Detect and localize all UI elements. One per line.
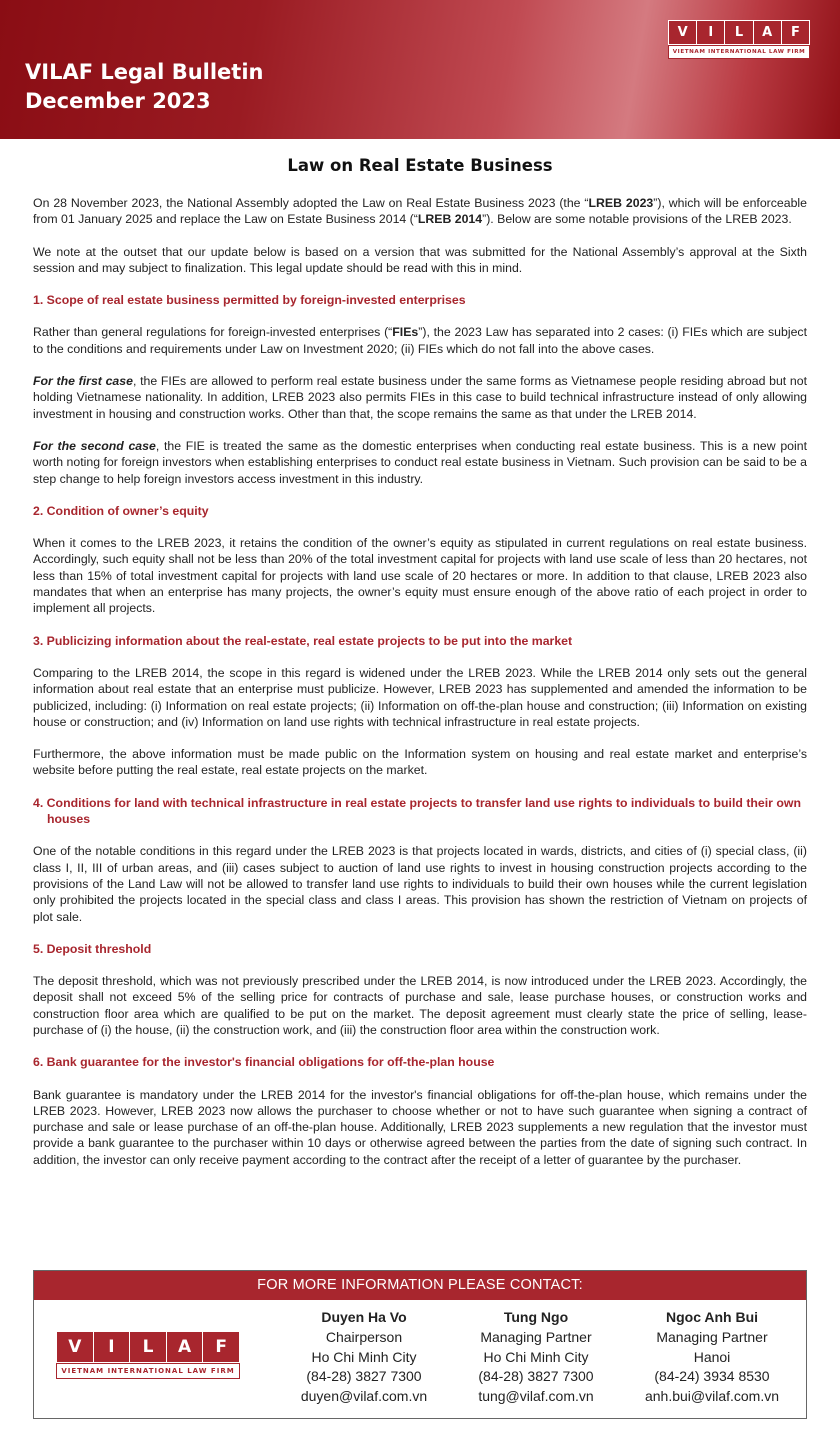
section-heading: 2. Condition of owner’s equity bbox=[33, 503, 209, 518]
section-paragraph: Rather than general regulations for foreign-invested enterprises (“FIEs”), the 2023 Law has separated into 2 cases: (i) FIEs which are subject to the conditions and requirements under Law on Investment 2020; (ii) FIEs which do not fall into the above cases. bbox=[33, 325, 807, 356]
contact-email[interactable]: tung@vilaf.com.vn bbox=[478, 1388, 594, 1405]
bulletin-title-line2: December 2023 bbox=[25, 89, 211, 113]
bulletin-title bbox=[25, 58, 263, 116]
contact-heading: FOR MORE INFORMATION PLEASE CONTACT: bbox=[34, 1271, 806, 1300]
vilaf-logo-letters bbox=[668, 20, 810, 45]
logo-letter: F bbox=[215, 1337, 227, 1357]
contact-email[interactable]: duyen@vilaf.com.vn bbox=[300, 1388, 428, 1405]
contact-phone: (84-24) 3934 8530 bbox=[654, 1368, 770, 1385]
section-heading: 1. Scope of real estate business permitted by foreign-invested enterprises bbox=[33, 293, 466, 308]
logo-letter: F bbox=[790, 25, 800, 40]
contact-phone: (84-28) 3827 7300 bbox=[306, 1368, 422, 1385]
vilaf-logo-tagline: VIETNAM INTERNATIONAL LAW FIRM bbox=[668, 45, 810, 59]
contact-email[interactable]: anh.bui@vilaf.com.vn bbox=[644, 1388, 780, 1405]
logo-letter: V bbox=[669, 21, 697, 44]
section-paragraph: Furthermore, the above information must be made public on the Information system on housing and real estate market and enterprise’s website before putting the real estate, real estate projects on the market. bbox=[33, 747, 807, 778]
contact-phone: (84-28) 3827 7300 bbox=[478, 1368, 594, 1385]
vilaf-logo bbox=[668, 20, 810, 60]
contact-name: Duyen Ha Vo bbox=[321, 1309, 407, 1325]
contact-person bbox=[274, 1308, 454, 1407]
intro-paragraph: On 28 November 2023, the National Assembly adopted the Law on Real Estate Business 2023 (the “LREB 2023”), which will be enforceable from 01 January 2025 and replace the Law on Estate Business 2014 (“LREB 2014”). Below are some notable provisions of the LREB 2023. bbox=[33, 196, 808, 227]
contact-city: Hanoi bbox=[693, 1348, 731, 1365]
section-heading: 4. Conditions for land with technical infrastructure in real estate projects to transfer land use rights to individuals to build their own houses bbox=[33, 795, 801, 827]
contact-box bbox=[33, 1270, 807, 1419]
section-heading: 5. Deposit threshold bbox=[33, 941, 152, 956]
contact-role: Managing Partner bbox=[480, 1328, 592, 1345]
section-paragraph: When it comes to the LREB 2023, it retains the condition of the owner’s equity as stipulated in current regulations on real estate business. Accordingly, such equity shall not be less than 20% of the total investment capital for projects with land use scale of less than 20 hectares, not less than 15% of total investment capital for projects with land use scale of 20 hectares or more. In addition to that clause, LREB 2023 also mandates that when an enterprise has many projects, the owner’s equity must ensure enough of the above ratio of each project in order to implement all projects. bbox=[33, 536, 807, 616]
section-heading: 3. Publicizing information about the real-estate, real estate projects to be put into the market bbox=[33, 633, 573, 648]
logo-letter: I bbox=[94, 1332, 131, 1362]
section-paragraph: For the first case, the FIEs are allowed to perform real estate business under the same forms as Vietnamese people residing abroad but not holding Vietnamese nationality. In addition, LREB 2023 also permits FIEs in this case to build technical infrastructure instead of only allowing investment in housing and construction works. Other than that, the scope remains the same as that under the LREB 2014. bbox=[33, 374, 808, 421]
logo-letter: I bbox=[697, 21, 725, 44]
contact-city: Ho Chi Minh City bbox=[311, 1348, 417, 1365]
contact-city: Ho Chi Minh City bbox=[483, 1348, 589, 1365]
logo-letter: A bbox=[167, 1332, 204, 1362]
section-paragraph: One of the notable conditions in this regard under the LREB 2023 is that projects located in wards, districts, and cities of (i) special class, (ii) class I, II, III of urban areas, and (iii) cases subject to auction of land use rights to invest in housing construction projects according to the provisions of the Land Law will not be allowed to transfer land use rights to individuals to build their own houses while the current legislation only prohibited the projects located in the special class and class I areas. This provision has shown the restriction of Vietnam on projects of plot sale. bbox=[33, 844, 807, 924]
logo-letter: L bbox=[130, 1332, 167, 1362]
header-banner bbox=[0, 0, 840, 139]
section-heading: 6. Bank guarantee for the investor's financial obligations for off-the-plan house bbox=[33, 1055, 495, 1070]
contact-person bbox=[622, 1308, 802, 1407]
logo-letter: V bbox=[57, 1332, 94, 1362]
section-paragraph: Comparing to the LREB 2014, the scope in this regard is widened under the LREB 2023. While the LREB 2014 only sets out the general information about real estate that an enterprise must publicize. However, LREB 2023 has supplemented and amended the information to be publicized, including: (i) Information on real estate projects; (ii) Information on off-the-plan house and construction; (iii) Information on existing house or construction; and (iv) Information on land use rights with technical infrastructure in real estate projects. bbox=[33, 665, 807, 729]
section-paragraph: Bank guarantee is mandatory under the LREB 2014 for the investor's financial obligations for off-the-plan house, which remains under the LREB 2023. However, LREB 2023 now allows the purchaser to choose whether or not to have such guarantee when signing a contract of purchase and sale or lease purchase of an off-the-plan house. Additionally, LREB 2023 supplements a new regulation that the investor must provide a bank guarantee to the purchaser within 10 days or otherwise agreed between the parties from the date of signing such contract. In addition, the investor can only receive payment according to the contract after the receipt of a letter of guarantee by the purchaser. bbox=[33, 1087, 807, 1167]
vilaf-logo-tagline: VIETNAM INTERNATIONAL LAW FIRM bbox=[56, 1363, 240, 1379]
contact-person bbox=[446, 1308, 626, 1407]
bulletin-title-line1: VILAF Legal Bulletin bbox=[25, 60, 264, 84]
vilaf-logo bbox=[56, 1331, 240, 1379]
document-body bbox=[33, 195, 807, 1168]
contact-name: Ngoc Anh Bui bbox=[665, 1309, 759, 1325]
vilaf-logo-letters bbox=[56, 1331, 240, 1363]
section-paragraph: The deposit threshold, which was not previously prescribed under the LREB 2014, is now introduced under the LREB 2023. Accordingly, the deposit shall not exceed 5% of the selling price for contracts of purchase and sale, lease purchase houses, or construction works and construction floor area which are qualified to be put on the market. The deposit agreement must clearly state the price of selling, lease-purchase of (i) the house, (ii) the construction work, and (iii) the construction floor area within the construction work. bbox=[33, 974, 807, 1037]
logo-letter: A bbox=[754, 21, 782, 44]
logo-letter: L bbox=[725, 21, 753, 44]
contact-role: Managing Partner bbox=[656, 1328, 768, 1345]
section-paragraph: For the second case, the FIE is treated the same as the domestic enterprises when conducting real estate business. This is a new point worth noting for foreign investors when establishing enterprises to conduct real estate business in Vietnam. Such provision can be said to be a step change to help foreign investors access investment in this industry. bbox=[33, 438, 807, 486]
intro-note-paragraph: We note at the outset that our update below is based on a version that was submitted for the National Assembly’s approval at the Sixth session and may subject to finalization. This legal update should be read with this in mind. bbox=[33, 244, 807, 275]
contact-role: Chairperson bbox=[325, 1328, 403, 1345]
document-title: Law on Real Estate Business bbox=[287, 156, 553, 175]
contact-name: Tung Ngo bbox=[503, 1309, 569, 1325]
